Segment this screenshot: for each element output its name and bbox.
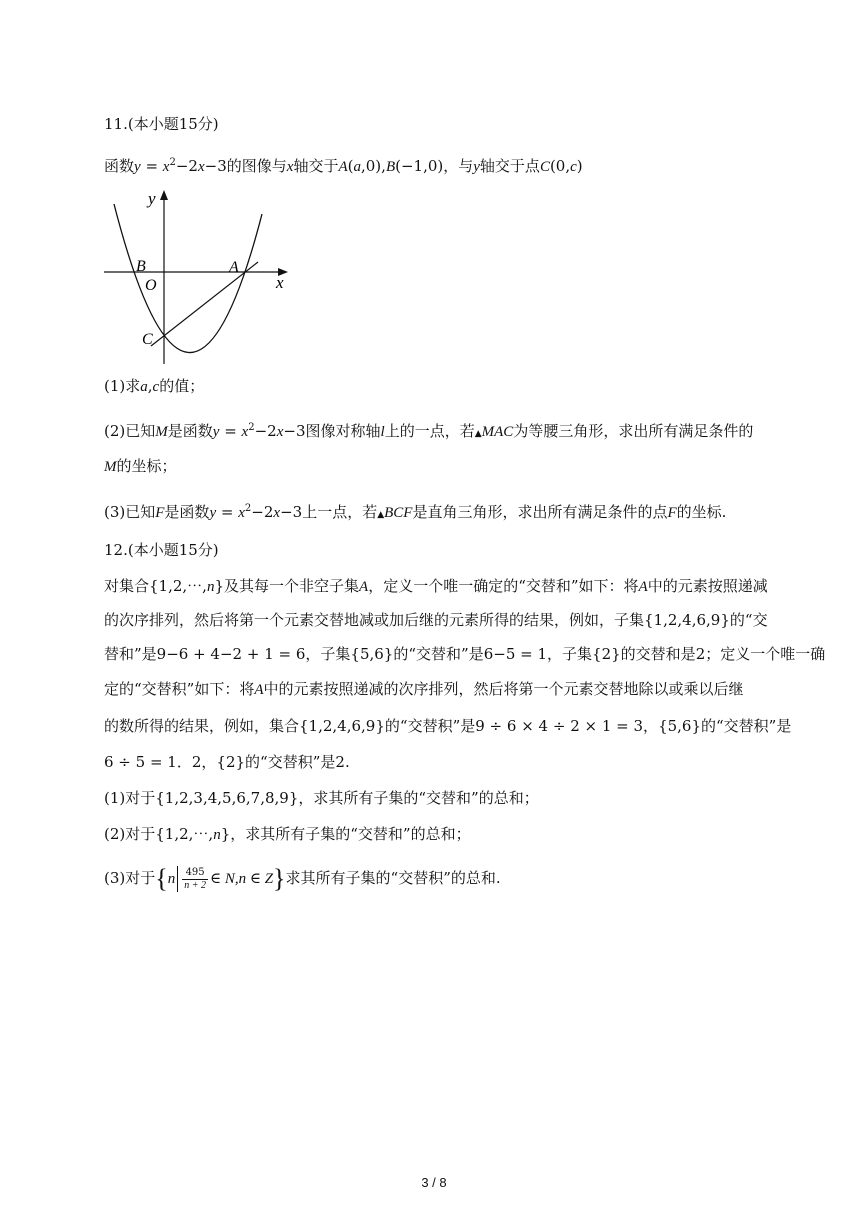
line-ca: [151, 262, 258, 346]
q11-part2-line2: M的坐标；: [104, 457, 177, 475]
q12-part1: (1)对于{1,2,3,4,5,6,7,8,9}，求其所有子集的“交替和”的总和；: [104, 789, 539, 807]
q11-part1: (1)求a,c的值；: [104, 377, 205, 395]
q12-header: 12.(本小题15分): [104, 541, 219, 559]
q11-intro: 函数$y = x^2-2x-3$的图像与x轴交于A(a,0),B(−1,0)，与y轴交于点C(0,c): [104, 157, 583, 175]
label-o: O: [145, 277, 157, 294]
q12-line5: 的数所得的结果，例如，集合{1,2,4,6,9}的“交替积”是9 ÷ 6 × 4 ÷ 2 × 1 = 3，{5,6}的“交替积”是: [104, 717, 792, 735]
q12-line3: 替和”是9−6 + 4−2 + 1 = 6，子集{5,6}的“交替和”是6−5 = 1，子集{2}的交替和是2；定义一个唯一确: [104, 645, 826, 663]
label-a: A: [229, 259, 239, 276]
q11-part2-line1: (2)已知M是函数$y = x^2-2x-3$图像对称轴l上的一点，若▲MAC为等腰三角形，求出所有满足条件的: [104, 422, 754, 440]
fraction-495-over-n-plus-2: $\frac{495}{n + 2}$: [184, 866, 206, 891]
parabola-graph: [100, 186, 295, 371]
label-c: C: [142, 331, 153, 348]
q12-line1: 对集合{1,2,⋯,n}及其每一个非空子集A，定义一个唯一确定的“交替和”如下：将A中的元素按照递减: [104, 577, 768, 595]
y-axis-arrow-icon: [160, 190, 168, 200]
q12-part3: (3)对于{n $\frac{495}{n + 2}$ ∈ N,n ∈ Z}求其所有子集的“交替积”的总和.: [104, 864, 501, 893]
label-x: x: [276, 273, 284, 292]
q12-part2: (2)对于{1,2,⋯,n}，求其所有子集的“交替和”的总和；: [104, 825, 471, 843]
q11-part3: (3)已知F是函数$y = x^2-2x-3$上一点，若▲BCF是直角三角形，求出所有满足条件的点F的坐标.: [104, 503, 727, 521]
q12-line2: 的次序排列，然后将第一个元素交替地减或加后继的元素所得的结果，例如，子集{1,2,4,6,9}的“交: [104, 611, 768, 629]
parabola-curve: [114, 204, 262, 353]
label-b: B: [136, 258, 146, 275]
q12-line6: 6 ÷ 5 = 1．2，{2}的“交替积”是2.: [104, 753, 350, 771]
q11-header: 11.(本小题15分): [104, 115, 219, 133]
label-y: y: [148, 189, 156, 208]
page-number: 3 / 8: [421, 1175, 447, 1190]
q12-line4: 定的“交替积”如下：将A中的元素按照递减的次序排列，然后将第一个元素交替地除以或乘以后继: [104, 680, 744, 698]
